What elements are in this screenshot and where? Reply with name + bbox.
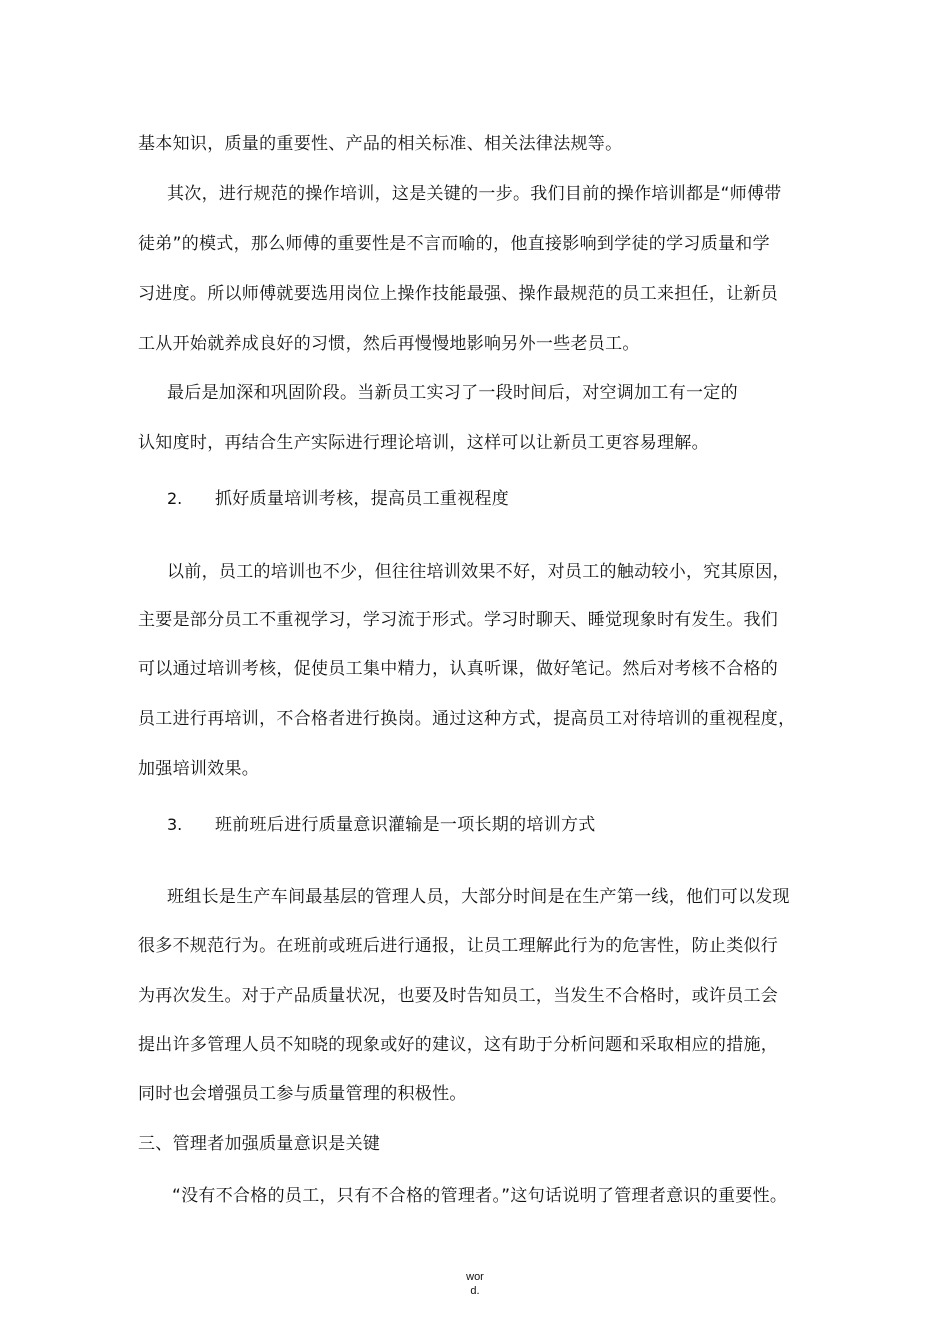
list-number: 2. <box>167 489 183 508</box>
body-line: 员工进行再培训，不合格者进行换岗。通过这种方式，提高员工对待培训的重视程度， <box>138 709 796 729</box>
body-line: 其次，进行规范的操作培训，这是关键的一步。我们目前的操作培训都是“师傅带 <box>167 184 782 204</box>
list-heading: 班前班后进行质量意识灌输是一项长期的培训方式 <box>215 815 596 835</box>
body-line: 徒弟”的模式，那么师傅的重要性是不言而喻的，他直接影响到学徒的学习质量和学 <box>138 234 770 254</box>
body-line: 很多不规范行为。在班前或班后进行通报，让员工理解此行为的危害性，防止类似行 <box>138 936 779 956</box>
body-line: 加强培训效果。 <box>138 759 260 779</box>
section-heading: 三、管理者加强质量意识是关键 <box>138 1134 381 1154</box>
body-line: 认知度时，再结合生产实际进行理论培训，这样可以让新员工更容易理解。 <box>138 433 709 453</box>
list-heading: 抓好质量培训考核，提高员工重视程度 <box>215 489 510 509</box>
footer-text: wor <box>466 1271 484 1283</box>
body-line: 主要是部分员工不重视学习，学习流于形式。学习时聊天、睡觉现象时有发生。我们 <box>138 610 779 630</box>
body-line: 同时也会增强员工参与质量管理的积极性。 <box>138 1084 467 1104</box>
body-line: 提出许多管理人员不知晓的现象或好的建议，这有助于分析问题和采取相应的措施， <box>138 1035 779 1055</box>
list-number: 3. <box>167 815 183 834</box>
quote-line: “没有不合格的员工，只有不合格的管理者。”这句话说明了管理者意识的重要性。 <box>172 1186 788 1206</box>
body-line: 可以通过培训考核，促使员工集中精力，认真听课，做好笔记。然后对考核不合格的 <box>138 659 779 679</box>
body-line: 以前，员工的培训也不少，但往往培训效果不好，对员工的触动较小，究其原因， <box>167 562 790 582</box>
body-line: 为再次发生。对于产品质量状况，也要及时告知员工，当发生不合格时，或许员工会 <box>138 986 779 1006</box>
body-line: 基本知识，质量的重要性、产品的相关标准、相关法律法规等。 <box>138 134 623 154</box>
footer-text: d. <box>470 1285 480 1297</box>
body-line: 习进度。所以师傅就要选用岗位上操作技能最强、操作最规范的员工来担任，让新员 <box>138 284 779 304</box>
body-line: 最后是加深和巩固阶段。当新员工实习了一段时间后，对空调加工有一定的 <box>167 383 738 403</box>
body-line: 班组长是生产车间最基层的管理人员，大部分时间是在生产第一线，他们可以发现 <box>167 887 790 907</box>
body-line: 工从开始就养成良好的习惯，然后再慢慢地影响另外一些老员工。 <box>138 334 640 354</box>
